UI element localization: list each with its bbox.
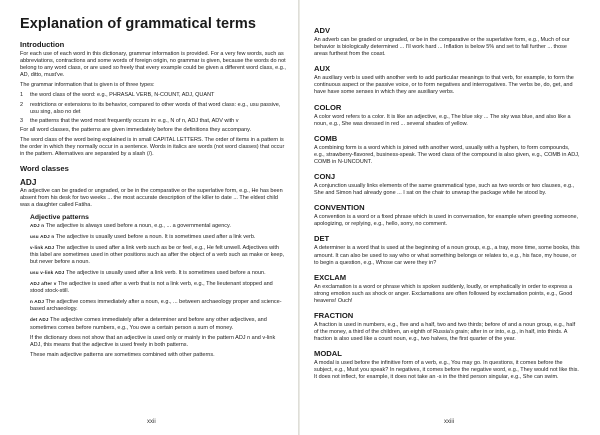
pattern-entry bbox=[30, 222, 286, 230]
entry-aux bbox=[314, 64, 580, 96]
entry-heading: FRACTION bbox=[314, 310, 354, 320]
entry-heading: CONJ bbox=[314, 172, 336, 182]
entry-heading: COMB bbox=[314, 133, 338, 143]
entry-heading: ADV bbox=[314, 26, 331, 35]
entry-text: A conjunction usually links elements of the same grammatical type, such as two words or two clauses, e.g., She and Simon had already gone ... I sat on the chair to unwrap the package while he stood by. bbox=[314, 183, 575, 197]
adj-heading: ADJ bbox=[20, 178, 37, 188]
entry-exclam bbox=[314, 273, 580, 305]
entry-text: A convention is a word or a fixed phrase which is used in conversation, for example when greeting someone, apologizing, or replying, e.g., hello, sorry, no comment. bbox=[314, 214, 579, 228]
right-page bbox=[300, 0, 600, 435]
entry-adv bbox=[314, 26, 580, 58]
entry-det bbox=[314, 234, 580, 266]
pattern-entry bbox=[30, 269, 286, 277]
entry-text: A color word refers to a color. It is like an adjective, e.g., The blue sky ... The sky was blue, and also like a noun, e.g., She was dressed in red ... several shades of yellow. bbox=[314, 113, 571, 127]
intro-paragraph-2: The grammar information that is given is of three types: bbox=[20, 82, 155, 89]
list-number: 2 bbox=[20, 101, 24, 108]
list-number: 1 bbox=[20, 92, 24, 99]
introduction-heading: Introduction bbox=[20, 40, 65, 49]
pattern-code: usu v-link ADJ bbox=[30, 269, 65, 275]
pattern-entry bbox=[30, 316, 286, 331]
list-text: the patterns that the word most frequently occurs in: e.g., N of n, ADJ that, ADV with v bbox=[30, 117, 239, 124]
pattern-code: ADJ after v bbox=[30, 281, 57, 287]
entry-text: A modal is used before the infinitive form of a verb, e.g., You may go. In questions, it comes before the subject, e.g., Must you speak? In negatives, it comes before the negative word, e.g., They would not like this. It does not inflect, for example, it does not take an -s in the third person singular, e.g., She can swim. bbox=[314, 360, 579, 381]
pattern-text: The adjective comes immediately after a noun, e.g., ... between archaeology proper and science-based archaeology. bbox=[30, 299, 282, 313]
pattern-text: The adjective comes immediately after a determiner and before any other adjectives, and sometimes comes before numbers, e.g., You owe a certain person a sum of money. bbox=[30, 317, 267, 331]
entry-text: An exclamation is a word or phrase which is spoken suddenly, loudly, or emphatically in order to express a strong emotion such as shock or anger. Exclamations are often followed by exclamation points, e.g., Good heavens! Ouch! bbox=[314, 283, 573, 304]
entry-modal bbox=[314, 349, 580, 381]
pattern-text: The adjective is usually used before a noun. It is sometimes used after a link verb. bbox=[55, 233, 256, 240]
list-text: the word class of the word: e.g., PHRASAL VERB, N-COUNT, ADJ, QUANT bbox=[30, 92, 215, 99]
entry-heading: EXCLAM bbox=[314, 272, 347, 282]
pattern-text: The adjective is usually used after a link verb. It is sometimes used before a noun. bbox=[65, 269, 266, 276]
entry-heading: CONVENTION bbox=[314, 203, 365, 213]
pattern-text: The adjective is always used before a noun, e.g., ... a governmental agency. bbox=[45, 222, 231, 229]
adj-definition: An adjective can be graded or ungraded, or be in the comparative or the superlative form, e.g., He has been absent from his desk for two weeks ... the most accurate description of the killer to date ... The eldest child was a daughter called Fatiha. bbox=[20, 188, 283, 209]
word-classes-heading: Word classes bbox=[20, 164, 69, 174]
entry-text: A combining form is a word which is joined with another word, usually with a hyphen, to form compounds, e.g., strawberry-flavored, business-speak. The word class of the compound is also given, e.g., COMB in ADJ, COMB in N-UNCOUNT. bbox=[314, 144, 580, 165]
page-number: xxii bbox=[147, 419, 156, 425]
entry-heading: MODAL bbox=[314, 349, 342, 359]
pattern-text: The adjective is used after a verb that is not a link verb, e.g., The lieutenant stopped and stood stock-still. bbox=[30, 281, 273, 295]
entry-text: An auxiliary verb is used with another verb to add particular meanings to that verb, for example, to form the continuous aspect or the passive voice, or to form negatives and interrogatives. The verbs be, do, get, and have have some senses in which they are auxiliary verbs. bbox=[314, 75, 574, 96]
pattern-code: n ADJ bbox=[30, 299, 45, 305]
entry-text: A determiner is a word that is used at the beginning of a noun group, e.g., a tray, more time, some books, this amount. It can also be used to say who or what something belongs or relates to, e.g., his face, my house, or to begin a question, e.g., Whose car were they in? bbox=[314, 245, 580, 266]
closing-paragraph-2: These main adjective patterns are sometimes combined with other patterns. bbox=[30, 351, 215, 358]
entry-conj bbox=[314, 172, 580, 197]
entry-comb bbox=[314, 134, 580, 166]
list-text: restrictions or extensions to its behavior, compared to other words of that word class: e.g., usu passive, usu sing, also no det bbox=[30, 101, 281, 115]
list-item bbox=[20, 92, 286, 99]
intro-paragraph-3: For all word classes, the patterns are given immediately before the definitions they accompany. bbox=[20, 126, 252, 133]
intro-paragraph-4: The word class of the word being explained is in small CAPITAL LETTERS. The order of items in a pattern is the order in which they normally occur in a sentence. Words in italics are words (not word classes) that occur in the pattern. Alternatives are separated by a slash (/). bbox=[20, 136, 285, 158]
page-number: xxiii bbox=[444, 419, 454, 425]
list-item bbox=[20, 118, 286, 125]
pattern-code: usu ADJ n bbox=[30, 233, 55, 239]
entry-color bbox=[314, 103, 580, 128]
page-title: Explanation of grammatical terms bbox=[20, 16, 257, 32]
closing-paragraph-1: If the dictionary does not show that an adjective is used only or mainly in the pattern ADJ n and v-link ADJ, this means that the adjective is used freely in both patterns. bbox=[30, 334, 276, 348]
entry-fraction bbox=[314, 311, 580, 343]
entry-heading: AUX bbox=[314, 64, 331, 74]
pattern-code: ADJ n bbox=[30, 222, 45, 228]
list-number: 3 bbox=[20, 117, 24, 124]
entry-heading: COLOR bbox=[314, 102, 342, 112]
pattern-text: The adjective is used after a link verb such as be or feel, e.g., He felt unwell. Adjectives with this label are sometimes used in other positions such as after the object of a verb such as make or keep, but never before a noun. bbox=[30, 244, 285, 265]
intro-paragraph-1: For each use of each word in this dictionary, grammar information is provided. For a very few words, such as abbreviations, contractions and some words of foreign origin, no grammar is given, because the words do not belong to any word class, or are used so freely that every example could be given a different word class, e.g., AD, ditto, must've. bbox=[20, 51, 286, 79]
adjective-patterns-heading: Adjective patterns bbox=[30, 213, 89, 221]
pattern-entry bbox=[30, 244, 286, 266]
entry-text: A fraction is used in numbers, e.g., five and a half, two and two thirds; before of and a noun group, e.g., half of the money, a third of the children, an eighth of Russia's grain; after in or into, e.g., in half, into thirds. A fraction is also used like a count noun, e.g., two halves, the first quarter of the year. bbox=[314, 321, 576, 343]
pattern-entry bbox=[30, 233, 286, 241]
pattern-code: v-link ADJ bbox=[30, 244, 55, 250]
entry-text: An adverb can be graded or ungraded, or be in the comparative or the superlative form, e.g., Much of our behavior is biologically determined ... I'll work hard ... Inflation is below 5% and set to fall further ... those areas furthest from the coast. bbox=[314, 37, 570, 58]
pattern-entry bbox=[30, 298, 286, 313]
entry-heading: DET bbox=[314, 234, 330, 244]
pattern-entry bbox=[30, 280, 286, 295]
list-item bbox=[20, 102, 286, 116]
pattern-code: det ADJ bbox=[30, 317, 49, 323]
entry-convention bbox=[314, 203, 580, 228]
